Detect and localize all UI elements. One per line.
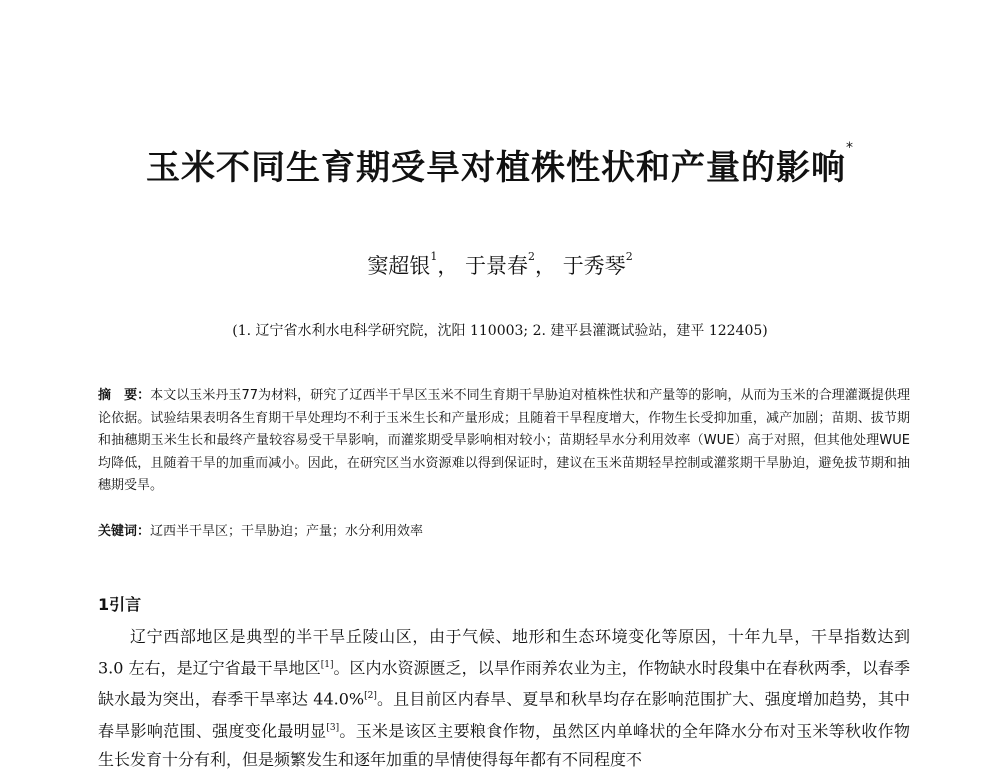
citation-ref: [2] (364, 691, 377, 702)
body-text-segment: 。且目前区内春旱、夏旱和秋旱均存在影响范围扩大、强度增加趋势，其中春旱影响范围、强度变化最明显 (98, 689, 910, 740)
title-footnote-mark: * (846, 140, 854, 156)
keywords-label: 关键词： (98, 524, 151, 539)
abstract-label: 摘 要： (98, 388, 151, 403)
section-number: 1 (98, 595, 110, 614)
author-name: 于景春 (465, 254, 528, 278)
title-text: 玉米不同生育期受旱对植株性状和产量的影响 (146, 148, 846, 188)
citation-ref: [3] (326, 722, 340, 733)
author-affiliation-mark: 2 (625, 250, 633, 263)
body-text-segment: 辽宁西部地区是典型的半干旱丘陵山区，由于气候、地形和生态环境变化等原因，十年九旱，干旱指数达到 3.0 左右，是辽宁省最干旱地区 (98, 627, 910, 678)
author-list (0, 250, 1000, 280)
body-text-segment: 。区内水资源匮乏，以旱作雨养农业为主，作物缺水时段集中在春秋两季，以春季缺水最为突出，春季干旱率达 44.0% (98, 658, 910, 709)
body-paragraph (98, 622, 910, 774)
keywords (98, 521, 910, 543)
body-text-segment: 。玉米是该区主要粮食作物，虽然区内单峰状的全年降水分布对玉米等秋收作物生长发育十分有利，但是频繁发生和逐年加重的旱情使得每年都有不同程度不 (98, 720, 910, 769)
author-affiliation-mark: 2 (528, 250, 535, 263)
abstract (98, 385, 910, 498)
author-name: 于秀琴 (562, 254, 626, 278)
paper-title (0, 140, 1000, 189)
citation-ref: [1] (320, 660, 334, 670)
author-affiliation-mark: 1 (430, 250, 438, 263)
keywords-text: 辽西半干旱区；干旱胁迫；产量；水分利用效率 (150, 524, 424, 539)
author-name: 窦超银 (367, 254, 431, 278)
section-title: 引言 (109, 595, 142, 614)
abstract-text: 本文以玉米丹玉77为材料，研究了辽西半干旱区玉米不同生育期干旱胁迫对植株性状和产量等的影响，从而为玉米的合理灌溉提供理论依据。试验结果表明各生育期干旱处理均不利于玉米生长和产量形成；且随着干旱程度增大，作物生长受抑加重，减产加剧；苗期、拔节期和抽穗期玉米生长和最终产量较容易受干旱影响，而灌浆期受旱影响相对较小；苗期轻旱水分利用效率（WUE）高于对照，但其他处理WUE均降低，且随着干旱的加重而减小。因此，在研究区当水资源难以得到保证时，建议在玉米苗期轻旱控制或灌浆期干旱胁迫，避免拔节期和抽穗期受旱。 (98, 388, 910, 493)
author-separator: ， (437, 254, 459, 278)
section-heading (98, 592, 141, 615)
affiliations: (1. 辽宁省水利水电科学研究院，沈阳 110003; 2. 建平县灌溉试验站，建平 122405) (232, 323, 768, 339)
author-separator: ， (535, 254, 556, 278)
